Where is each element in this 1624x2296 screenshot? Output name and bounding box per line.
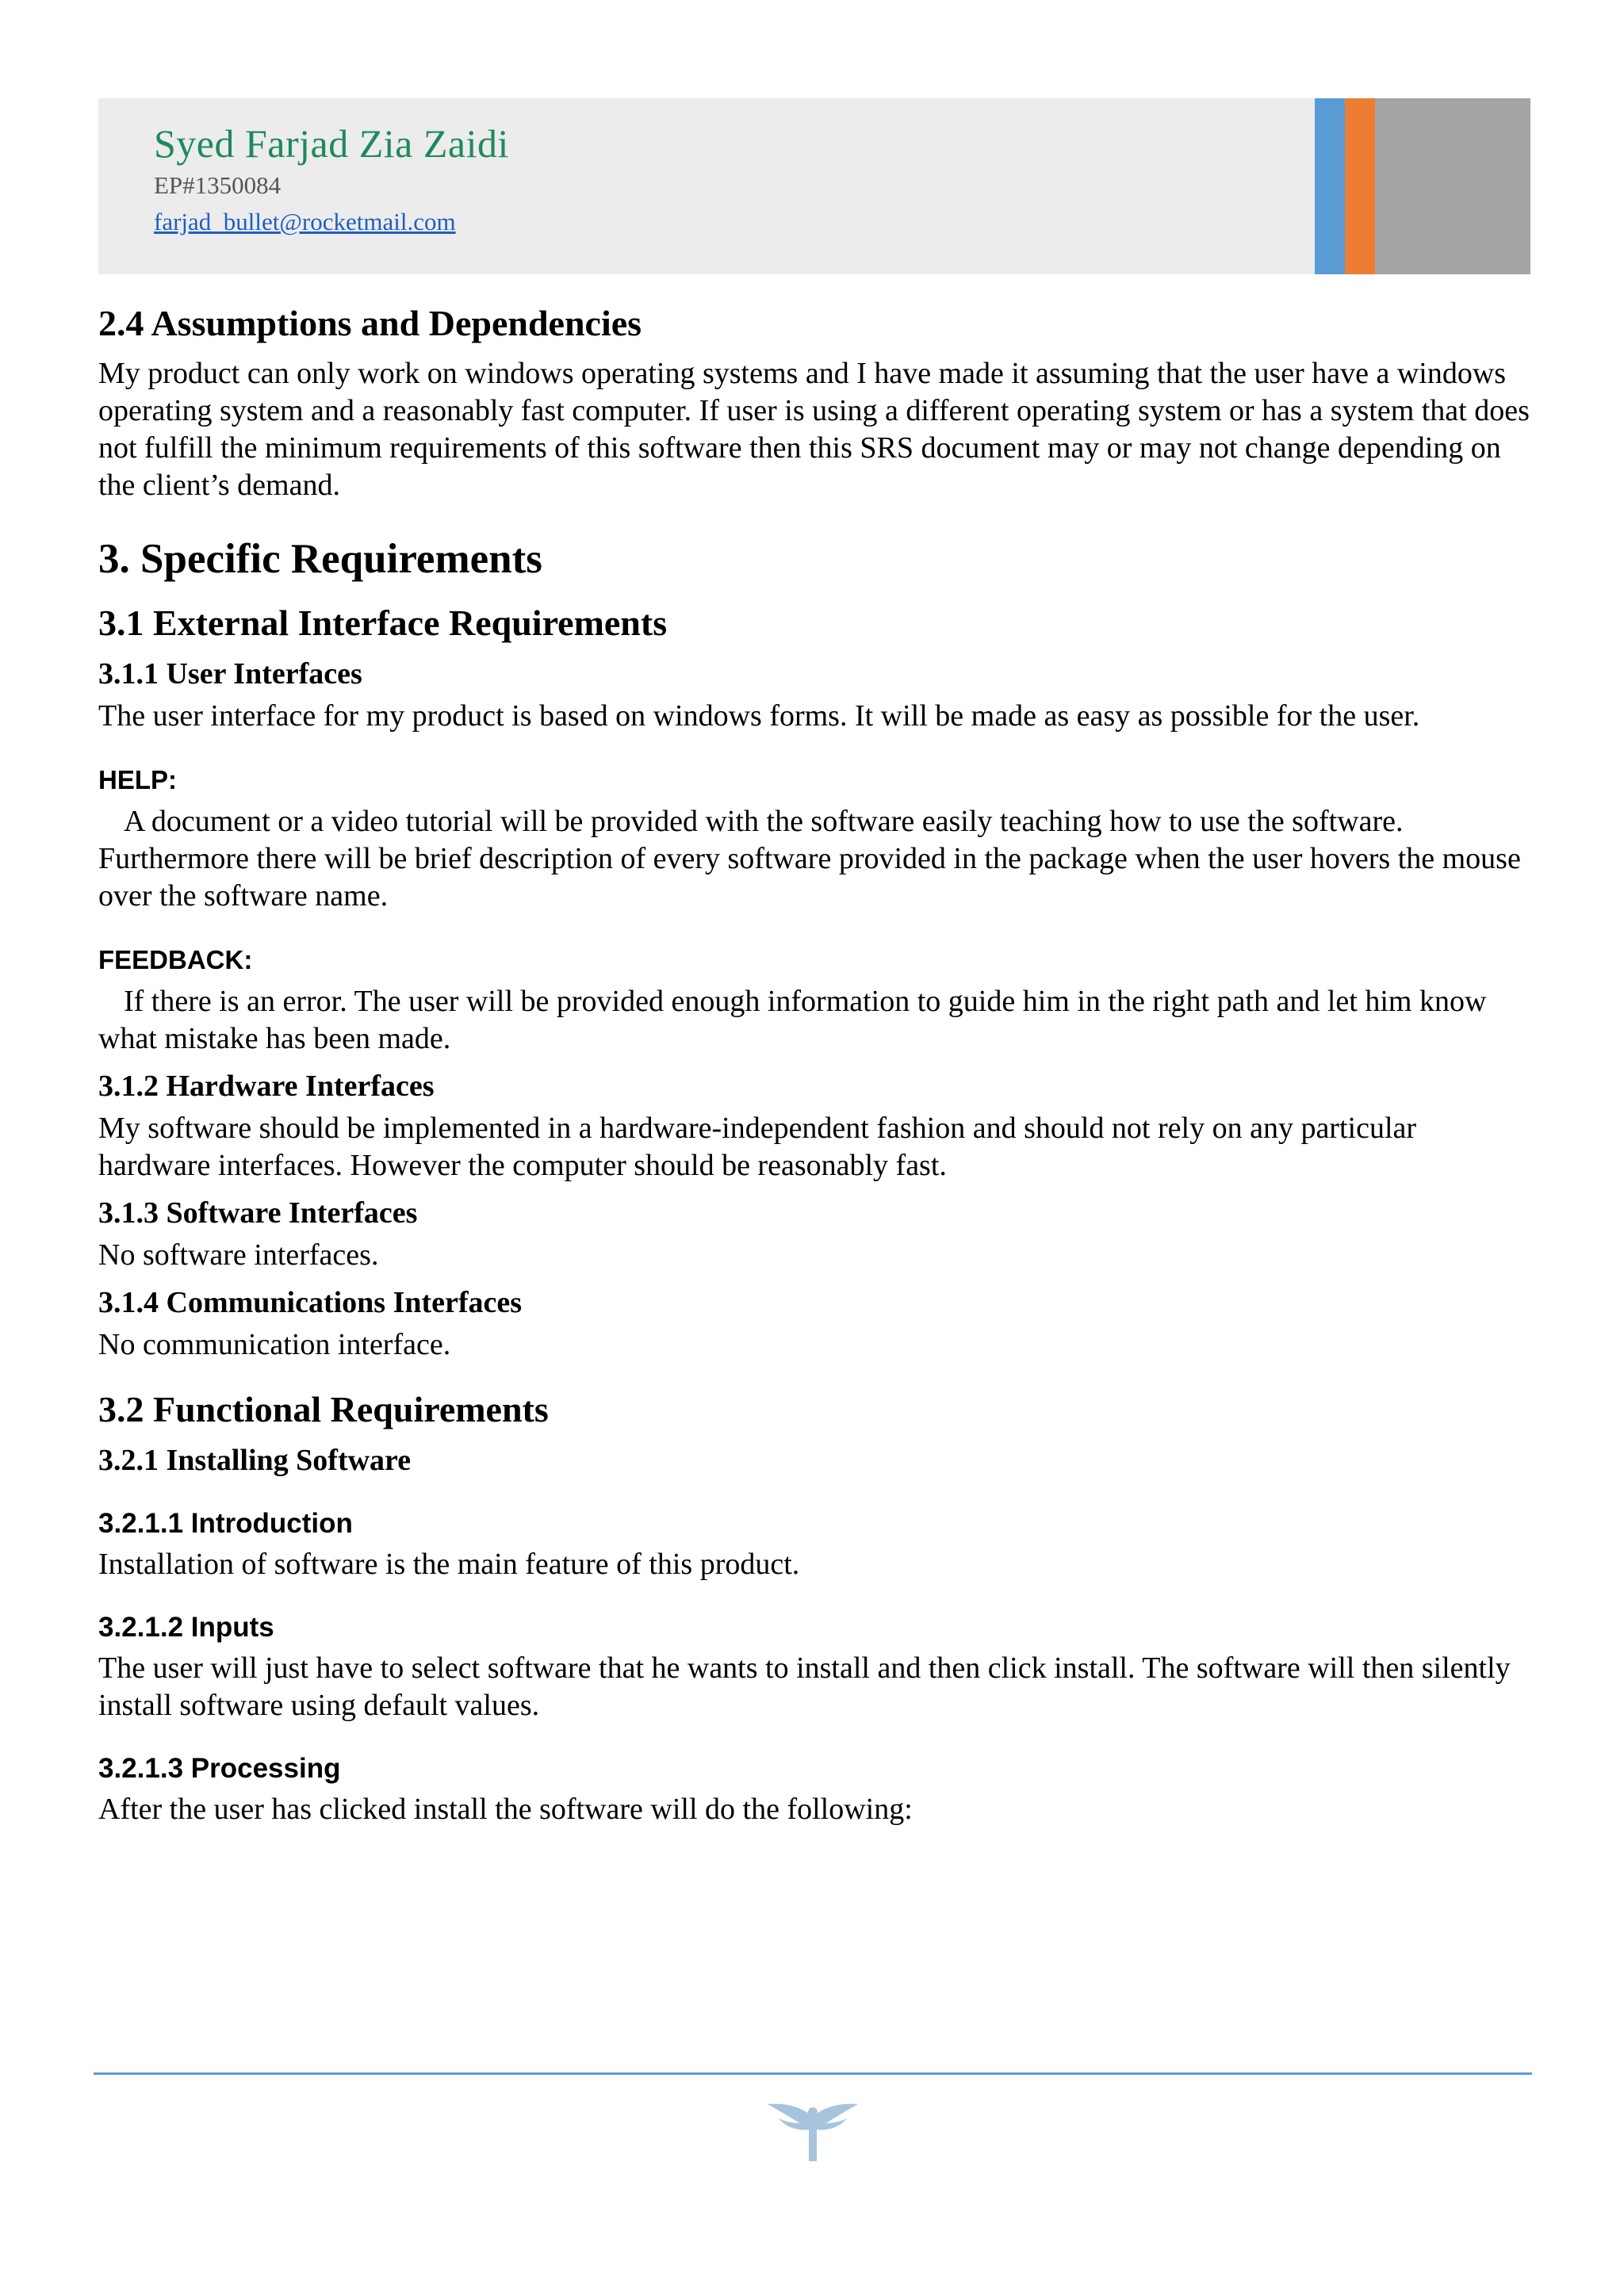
author-name: Syed Farjad Zia Zaidi bbox=[154, 121, 509, 166]
section-3-2-1-1-text: Installation of software is the main feature of this product. bbox=[98, 1548, 800, 1581]
section-3-1-3-text: No software interfaces. bbox=[98, 1238, 379, 1272]
section-3-2-1-3-text: After the user has clicked install the software will do the following: bbox=[98, 1793, 913, 1826]
section-3-1-4-heading: 3.1.4 Communications Interfaces bbox=[98, 1286, 523, 1319]
section-3-1-3-heading: 3.1.3 Software Interfaces bbox=[98, 1196, 418, 1230]
header-banner bbox=[98, 98, 1530, 274]
bird-logo-icon bbox=[761, 2093, 864, 2164]
section-3-2-heading: 3.2 Functional Requirements bbox=[98, 1389, 549, 1429]
section-2-4-heading: 2.4 Assumptions and Dependencies bbox=[98, 303, 642, 343]
section-3-1-2-heading: 3.1.2 Hardware Interfaces bbox=[98, 1070, 435, 1103]
section-3-heading: 3. Specific Requirements bbox=[98, 536, 542, 582]
section-3-1-1-heading: 3.1.1 User Interfaces bbox=[98, 657, 362, 691]
feedback-label: FEEDBACK: bbox=[98, 945, 253, 974]
section-2-4-text: My product can only work on windows operating systems and I have made it assuming that the user have a windows operating system and a reasonably fast computer. If user is using a different operating system or has a system that does not fulfill the minimum requirements of this software then this SRS document may or may not change depending on the client’s demand. bbox=[98, 357, 1530, 502]
section-3-2-1-3-heading: 3.2.1.3 Processing bbox=[98, 1753, 341, 1784]
author-ep-number: EP#1350084 bbox=[154, 171, 282, 199]
section-3-1-2-text: My software should be implemented in a hardware-independent fashion and should not rely on any particular hardware interfaces. However the computer should be reasonably fast. bbox=[98, 1112, 1417, 1182]
header-bar-gray bbox=[1375, 98, 1530, 274]
section-3-2-1-1-heading: 3.2.1.1 Introduction bbox=[98, 1508, 353, 1539]
help-label: HELP: bbox=[98, 765, 177, 794]
help-text: A document or a video tutorial will be provided with the software easily teaching how to use the software. Furthermore there will be brief description of every software provided in the package when the user hovers the mouse over the software name. bbox=[98, 805, 1521, 913]
section-3-1-heading: 3.1 External Interface Requirements bbox=[98, 603, 668, 643]
section-3-2-1-2-text: The user will just have to select software that he wants to install and then click install. The software will then silently install software using default values. bbox=[98, 1651, 1511, 1722]
document-body bbox=[98, 301, 1530, 1833]
section-3-1-1-text: The user interface for my product is based on windows forms. It will be made as easy as possible for the user. bbox=[98, 699, 1420, 733]
footer-divider bbox=[94, 2072, 1532, 2075]
author-email-link[interactable]: farjad_bullet@rocketmail.com bbox=[154, 208, 456, 235]
section-3-2-1-heading: 3.2.1 Installing Software bbox=[98, 1444, 412, 1477]
section-3-2-1-2-heading: 3.2.1.2 Inputs bbox=[98, 1612, 274, 1643]
feedback-text: If there is an error. The user will be provided enough information to guide him in the right path and let him know what mistake has been made. bbox=[98, 985, 1487, 1055]
header-bar-blue bbox=[1315, 98, 1345, 274]
section-3-1-4-text: No communication interface. bbox=[98, 1328, 451, 1361]
header-bar-orange bbox=[1345, 98, 1375, 274]
